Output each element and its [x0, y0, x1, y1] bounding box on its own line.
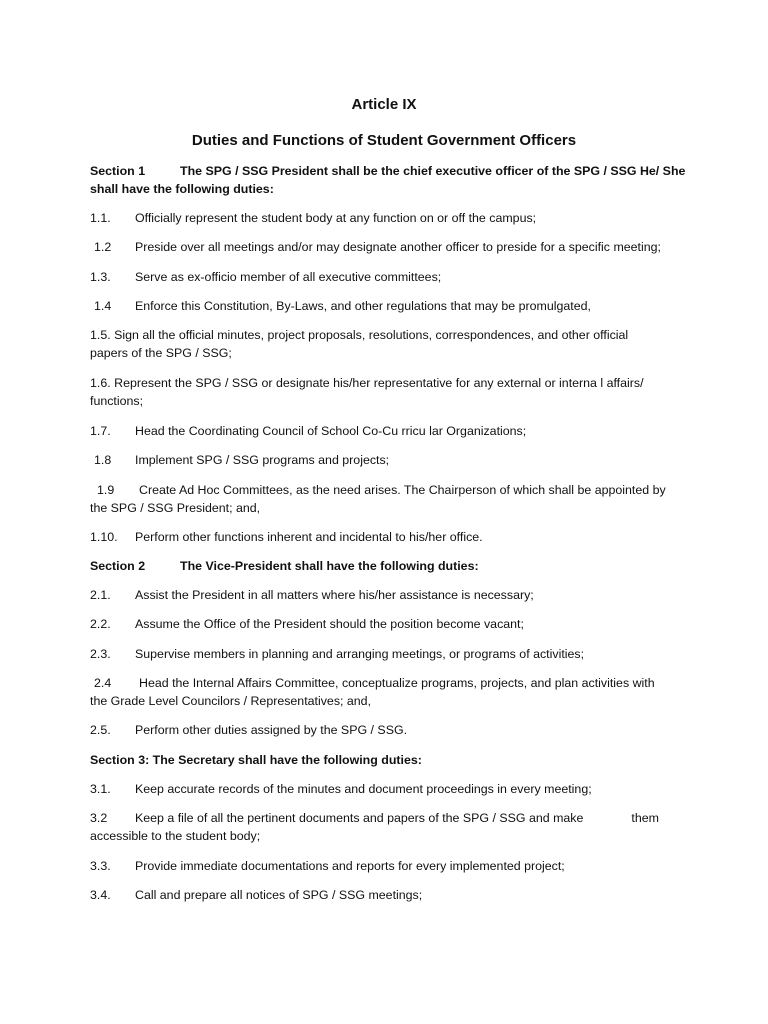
- item-text: Keep accurate records of the minutes and document proceedings in every meeting;: [135, 782, 592, 796]
- section-label: Section 2: [90, 559, 146, 573]
- section-heading-text: The Vice-President shall have the following duties:: [180, 559, 479, 573]
- list-item: [90, 780, 592, 798]
- list-item: [94, 238, 661, 256]
- list-item: [90, 886, 422, 904]
- item-number: 1.4: [94, 299, 112, 313]
- section-1-heading-cont: shall have the following duties:: [90, 182, 274, 196]
- item-number: 3.3.: [90, 859, 111, 873]
- section-1-heading: [90, 162, 685, 180]
- section-label: Section 1: [90, 164, 146, 178]
- item-number: 2.3.: [90, 647, 111, 661]
- item-number: 1.9: [97, 483, 115, 497]
- list-item: [90, 721, 407, 739]
- list-item: [94, 451, 389, 469]
- item-text: Enforce this Constitution, By-Laws, and other regulations that may be promulgated,: [135, 299, 591, 313]
- item-number: 3.4.: [90, 888, 111, 902]
- item-number: 1.8: [94, 453, 112, 467]
- item-text: Head the Internal Affairs Committee, conceptualize programs, projects, and plan activities with: [139, 676, 655, 690]
- list-item: [90, 422, 526, 440]
- item-number: 2.4: [94, 676, 112, 690]
- item-text: Represent the SPG / SSG or designate his/her representative for any external or interna l affairs/: [114, 376, 644, 390]
- item-text: Perform other functions inherent and incidental to his/her office.: [135, 530, 483, 544]
- item-number: 2.5.: [90, 723, 111, 737]
- section-heading-text: The SPG / SSG President shall be the chief executive officer of the SPG / SSG He/ She: [180, 164, 686, 178]
- item-text: Serve as ex-officio member of all executive committees;: [135, 270, 442, 284]
- item-number: 3.1.: [90, 782, 111, 796]
- list-item: [90, 528, 483, 546]
- item-text: Create Ad Hoc Committees, as the need arises. The Chairperson of which shall be appointed by: [139, 483, 666, 497]
- list-item-cont: the SPG / SSG President; and,: [90, 501, 261, 515]
- item-text: Assist the President in all matters where his/her assistance is necessary;: [135, 588, 534, 602]
- item-number: 2.1.: [90, 588, 111, 602]
- list-item: [90, 374, 644, 392]
- list-item-cont: papers of the SPG / SSG;: [90, 346, 232, 360]
- list-item-cont: functions;: [90, 394, 144, 408]
- item-text-tail: them: [631, 811, 659, 825]
- item-text: Keep a file of all the pertinent documents and papers of the SPG / SSG and make: [135, 811, 584, 825]
- item-text: Supervise members in planning and arranging meetings, or programs of activities;: [135, 647, 585, 661]
- item-text: Provide immediate documentations and reports for every implemented project;: [135, 859, 565, 873]
- item-number: 1.6.: [90, 376, 111, 390]
- item-number: 1.3.: [90, 270, 111, 284]
- item-number: 1.5.: [90, 328, 111, 342]
- list-item: [90, 857, 565, 875]
- list-item-cont: accessible to the student body;: [90, 829, 261, 843]
- list-item: [90, 615, 524, 633]
- item-text: Perform other duties assigned by the SPG / SSG.: [135, 723, 408, 737]
- list-item: [97, 481, 666, 499]
- list-item: [90, 645, 584, 663]
- article-title: Article IX: [351, 96, 417, 113]
- item-text: Implement SPG / SSG programs and projects;: [135, 453, 390, 467]
- list-item: [90, 209, 536, 227]
- item-text: Officially represent the student body at any function on or off the campus;: [135, 211, 537, 225]
- section-3-heading: Section 3: The Secretary shall have the following duties:: [90, 753, 422, 767]
- item-number: 1.2: [94, 240, 112, 254]
- item-text: Head the Coordinating Council of School Co-Cu rricu lar Organizations;: [135, 424, 527, 438]
- item-number: 2.2.: [90, 617, 111, 631]
- list-item-cont: the Grade Level Councilors / Representatives; and,: [90, 694, 372, 708]
- list-item: [94, 297, 591, 315]
- list-item: [90, 809, 659, 827]
- item-text: Call and prepare all notices of SPG / SSG meetings;: [135, 888, 423, 902]
- item-number: 1.10.: [90, 530, 118, 544]
- list-item: [94, 674, 655, 692]
- list-item: [90, 268, 441, 286]
- list-item: [90, 586, 534, 604]
- article-subtitle: Duties and Functions of Student Government Officers: [191, 132, 577, 149]
- item-number: 3.2: [90, 811, 108, 825]
- item-text: Preside over all meetings and/or may designate another officer to preside for a specific meeting;: [135, 240, 661, 254]
- item-text: Assume the Office of the President should the position become vacant;: [135, 617, 524, 631]
- item-text: Sign all the official minutes, project proposals, resolutions, correspondences, and other official: [114, 328, 629, 342]
- item-number: 1.7.: [90, 424, 111, 438]
- item-number: 1.1.: [90, 211, 111, 225]
- list-item: [90, 326, 628, 344]
- section-2-heading: [90, 557, 479, 575]
